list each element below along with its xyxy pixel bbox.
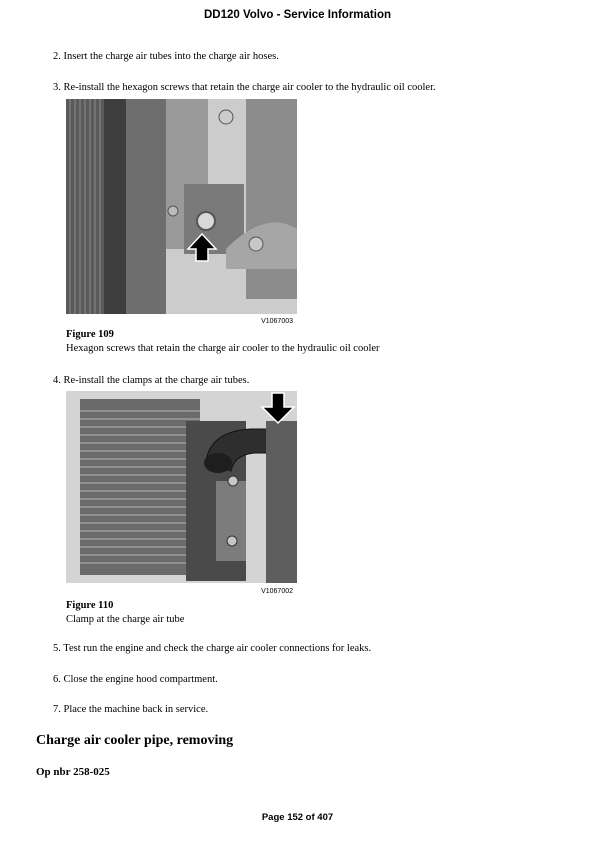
step-6: 6. Close the engine hood compartment. [53,674,218,685]
operation-number: Op nbr 258-025 [36,766,110,778]
figure-110-photo [66,391,297,596]
figure-109-caption [66,328,380,356]
page-header: DD120 Volvo - Service Information [203,9,392,21]
figure-109-photo [66,99,297,326]
figure-109-number: Figure 109 [66,329,114,340]
figure-110-number: Figure 110 [66,600,114,611]
step-4: 4. Re-install the clamps at the charge air tubes. [53,375,250,386]
figure-110-code: V1067002 [261,588,293,595]
figure-109-code: V1067003 [261,318,293,325]
step-5: 5. Test run the engine and check the charge air cooler connections for leaks. [53,643,372,654]
figure-109-text: Hexagon screws that retain the charge air cooler to the hydraulic oil cooler [66,343,380,354]
step-3: 3. Re-install the hexagon screws that retain the charge air cooler to the hydraulic oil cooler. [53,82,436,93]
section-heading: Charge air cooler pipe, removing [36,733,234,748]
figure-110-text: Clamp at the charge air tube [66,614,185,625]
figure-110-caption [66,599,184,627]
step-2: 2. Insert the charge air tubes into the charge air hoses. [53,51,279,62]
step-7: 7. Place the machine back in service. [53,704,209,715]
page-footer: Page 152 of 407 [261,812,334,823]
